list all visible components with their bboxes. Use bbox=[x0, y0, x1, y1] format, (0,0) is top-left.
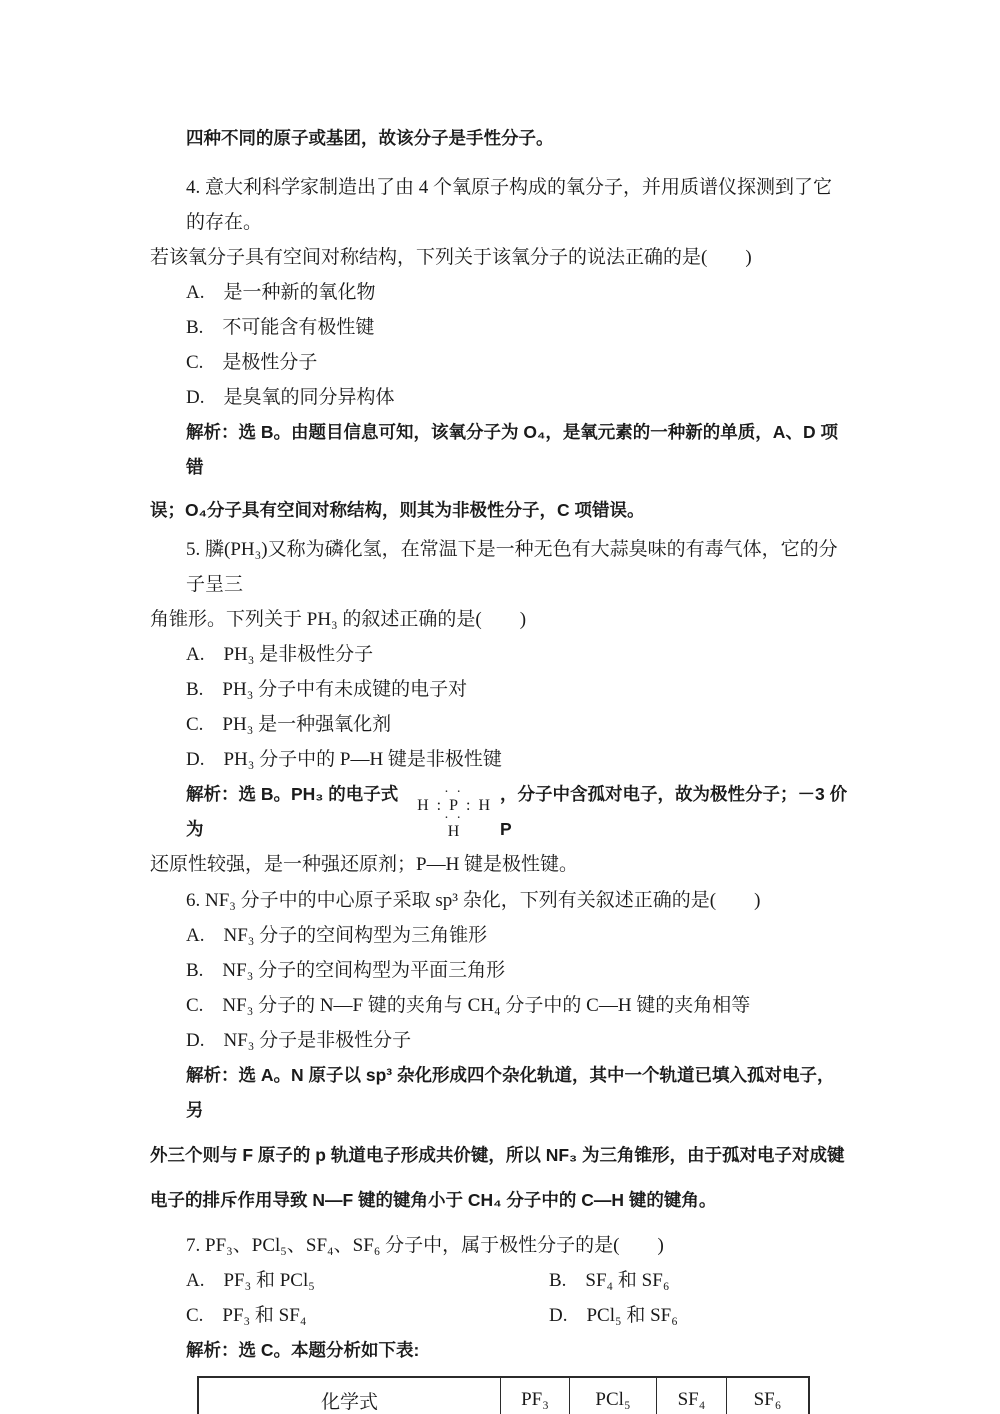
q7-analysis-table bbox=[197, 1376, 810, 1414]
lewis-bond-right: : bbox=[466, 797, 471, 814]
q5-option-a: A. PH₃ 是非极性分子 bbox=[186, 644, 374, 665]
q4-analysis-line-1: 解析：选 B。由题目信息可知，该氧分子为 O₄，是氧元素的一种新的单质，A、D 项错 bbox=[186, 422, 838, 477]
lewis-h-bottom: H bbox=[447, 823, 460, 840]
lewis-h-left: H bbox=[417, 797, 429, 814]
q6-option-c: C. NF₃ 分子的 N—F 键的夹角与 CH₄ 分子中的 C—H 键的夹角相等 bbox=[186, 995, 751, 1016]
q6-option-d: D. NF₃ 分子是非极性分子 bbox=[186, 1030, 412, 1051]
q7-options-row-2 bbox=[150, 1298, 850, 1333]
q5-stem-line-2: 角锥形。下列关于 PH₃ 的叙述正确的是( ) bbox=[150, 609, 527, 630]
lewis-lone-pair-top: · · bbox=[444, 785, 463, 800]
table-header-pf3: PF₃ bbox=[501, 1378, 570, 1414]
lewis-bond-left: : bbox=[436, 797, 442, 814]
q6-analysis-line-2: 外三个则与 F 原子的 p 轨道电子形成共价键，所以 NF₃ 为三角锥形，由于孤对电子对成键 bbox=[150, 1145, 845, 1165]
table-header-sf4: SF₄ bbox=[657, 1378, 727, 1414]
q5-analysis-prefix: 解析：选 B。PH₃ 的电子式为 bbox=[186, 784, 399, 839]
q4-analysis-line-2: 误；O₄分子具有空间对称结构，则其为非极性分子，C 项错误。 bbox=[150, 500, 645, 520]
q7-options-row-1 bbox=[150, 1263, 850, 1298]
lewis-h-right: H bbox=[478, 797, 491, 814]
q6-analysis-line-3: 电子的排斥作用导致 N—F 键的键角小于 CH₄ 分子中的 C—H 键的键角。 bbox=[150, 1190, 717, 1210]
q6-option-a: A. NF₃ 分子的空间构型为三角锥形 bbox=[186, 925, 488, 946]
q4-option-d: D. 是臭氧的同分异构体 bbox=[186, 387, 395, 408]
q6-stem: 6. NF₃ 分子中的中心原子采取 sp³ 杂化，下列有关叙述正确的是( ) bbox=[186, 890, 761, 911]
lewis-p-atom: P bbox=[449, 797, 459, 814]
q5-option-b: B. PH₃ 分子中有未成键的电子对 bbox=[186, 679, 468, 700]
q4-option-a: A. 是一种新的氧化物 bbox=[186, 282, 376, 303]
q5-stem-line-1: 5. 膦(PH₃)又称为磷化氢，在常温下是一种无色有大蒜臭味的有毒气体，它的分子呈三 bbox=[186, 539, 838, 595]
q7-option-a: A. PF₃ 和 PCl₅ bbox=[186, 1270, 315, 1291]
q7-option-d: D. PCl₅ 和 SF₆ bbox=[549, 1305, 678, 1326]
q7-option-b: B. SF₄ 和 SF₆ bbox=[549, 1270, 670, 1291]
q5-analysis-suffix: ，分子中含孤对电子，故为极性分子；－3 价 P bbox=[500, 784, 853, 839]
q6-option-b: B. NF₃ 分子的空间构型为平面三角形 bbox=[186, 960, 506, 981]
q4-option-c: C. 是极性分子 bbox=[186, 352, 318, 373]
q4-stem-line-2: 若该氧分子具有空间对称结构，下列关于该氧分子的说法正确的是( ) bbox=[150, 247, 752, 268]
lewis-bond-pair-bottom: · · bbox=[444, 811, 463, 826]
table-header-pcl5: PCl₅ bbox=[570, 1378, 657, 1414]
q4-stem-line-1: 4. 意大利科学家制造出了由 4 个氧原子构成的氧分子，并用质谱仪探测到了它的存在。 bbox=[186, 177, 833, 233]
q7-stem: 7. PF₃、PCl₅、SF₄、SF₆ 分子中，属于极性分子的是( ) bbox=[186, 1235, 664, 1256]
q5-option-d: D. PH₃ 分子中的 P—H 键是非极性键 bbox=[186, 749, 502, 770]
q5-analysis-line-1 bbox=[150, 777, 853, 847]
table-header-formula: 化学式 bbox=[199, 1378, 501, 1414]
ph3-lewis-structure bbox=[413, 786, 494, 838]
q7-analysis-intro: 解析：选 C。本题分析如下表: bbox=[186, 1340, 420, 1360]
q6-analysis-line-1: 解析：选 A。N 原子以 sp³ 杂化形成四个杂化轨道，其中一个轨道已填入孤对电子，另 bbox=[186, 1065, 835, 1120]
q3-analysis-continuation: 四种不同的原子或基团，故该分子是手性分子。 bbox=[186, 128, 554, 148]
q5-analysis-line-2: 还原性较强，是一种强还原剂；P—H 键是极性键。 bbox=[150, 854, 579, 875]
q5-option-c: C. PH₃ 是一种强氧化剂 bbox=[186, 714, 392, 735]
q7-option-c: C. PF₃ 和 SF₄ bbox=[186, 1305, 307, 1326]
q4-option-b: B. 不可能含有极性键 bbox=[186, 317, 375, 338]
table-header-sf6: SF₆ bbox=[753, 1389, 782, 1410]
